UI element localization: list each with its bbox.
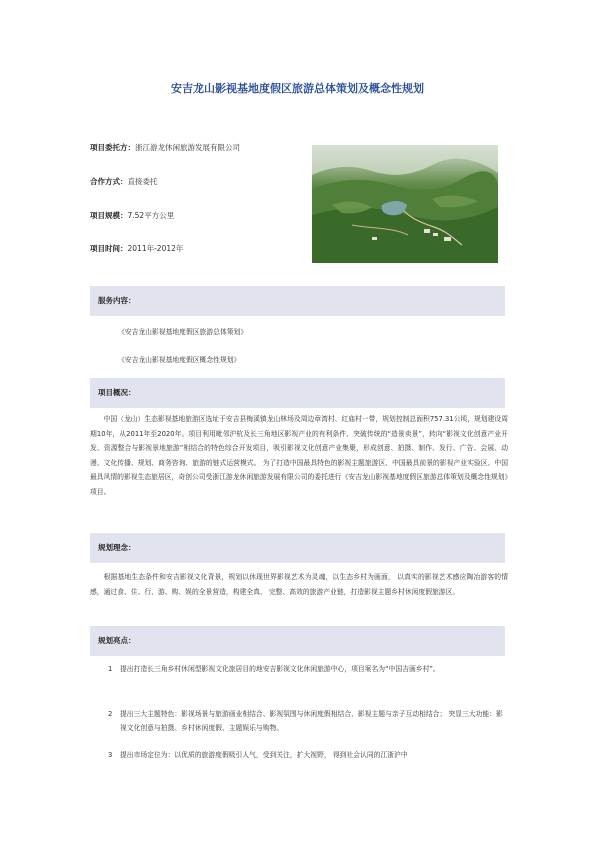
- time-label: 项目时间：: [90, 244, 128, 253]
- meta-time: [90, 243, 183, 254]
- overview-paragraph: 中国（龙山）生态影视基地旅游区选址于安吉县梅溪镇龙山林场及周边章湾村、红庙村一带，规划控制总面积757.31公顷，规划建设周期10年，从2011年至2020年。项目利用毗邻沪杭及长三角地区影视产业的有利条件、突破传统的“造景卖景”，转向“影视文化创意产业开发、资源整合与影视景地旅游”相结合的特色综合开发项目，吸引影视文化创意产业集聚，形成创意、拍摄、制作、发行、广告、会展、动漫、文化传播、规划、商务咨询、旅游的链式运营模式。 为了打造中国最具特色的影视主题旅游区、中国最具前景的影视产业实验区、中国最具风情的影视生态旅居区，奇创公司受浙江游龙休闲旅游发展有限公司的委托进行《安吉龙山影视基地度假区旅游总体策划及概念性规划》项目。: [90, 415, 509, 496]
- highlight-text: 提出市场定位为：以优质的旅游度假吸引人气，受到关注，扩大视野， 得到社会认同的江浙沪中: [120, 751, 408, 759]
- aerial-landscape-photo: [312, 145, 498, 263]
- overview-heading: 项目概况：: [98, 388, 136, 397]
- highlight-item: [108, 749, 508, 763]
- concept-heading: 规划理念：: [98, 543, 136, 552]
- client-label: 项目委托方：: [90, 143, 135, 152]
- overview-section-header: [90, 378, 505, 408]
- service-section-header: [90, 286, 505, 316]
- meta-scale: [90, 210, 174, 221]
- page-title: 安吉龙山影视基地度假区旅游总体策划及概念性规划: [171, 82, 424, 95]
- concept-paragraph: 根据基地生态条件和安吉影视文化背景，规划以休现世界影视艺术为灵魂，以生态乡村为画面， 以真实的影视艺术感应陶冶游客的情感，通过食、住、行、游、购、娱的全景营造，构建全真、 完整、高效的旅游产业链，打造影视主题乡村休闲度假旅游区。: [90, 573, 508, 596]
- service-item: 《安吉龙山影视基地度假区概念性规划》: [118, 356, 241, 364]
- scale-value: 7.52平方公里: [127, 211, 175, 220]
- cooperation-value: 直接委托: [127, 177, 158, 186]
- highlight-number: 1: [108, 665, 113, 673]
- highlight-number: 3: [108, 751, 113, 759]
- highlights-heading: 规划亮点：: [98, 636, 136, 645]
- concept-section-header: [90, 533, 505, 563]
- service-heading: 服务内容：: [98, 296, 136, 305]
- highlights-section-header: [90, 626, 505, 656]
- highlight-item: [108, 708, 508, 735]
- highlight-item: [108, 663, 508, 677]
- service-item: 《安吉龙山影视基地度假区旅游总体策划》: [118, 328, 248, 336]
- client-value: 浙江游龙休闲旅游发展有限公司: [135, 143, 240, 152]
- highlight-number: 2: [108, 710, 113, 718]
- time-value: 2011年-2012年: [127, 244, 184, 253]
- meta-client: [90, 142, 240, 153]
- landscape-illustration: [312, 145, 498, 263]
- cooperation-label: 合作方式：: [90, 177, 128, 186]
- highlight-text: 提出打造长三角乡村休闲型影视文化旅居目的地安吉影视文化休闲旅游中心，项目案名为“中国吉画乡村”。: [120, 665, 440, 673]
- scale-label: 项目规模：: [90, 211, 128, 220]
- meta-cooperation: [90, 176, 158, 187]
- highlight-text: 提出三大主题特色：影视场景与旅游画业相结合、影视氛围与休闲度假相结合、影视主题与亲子互动相结合； 突显三大功能：影视文化创意与拍摄、乡村休闲度假、主题娱乐与购物。: [120, 710, 503, 732]
